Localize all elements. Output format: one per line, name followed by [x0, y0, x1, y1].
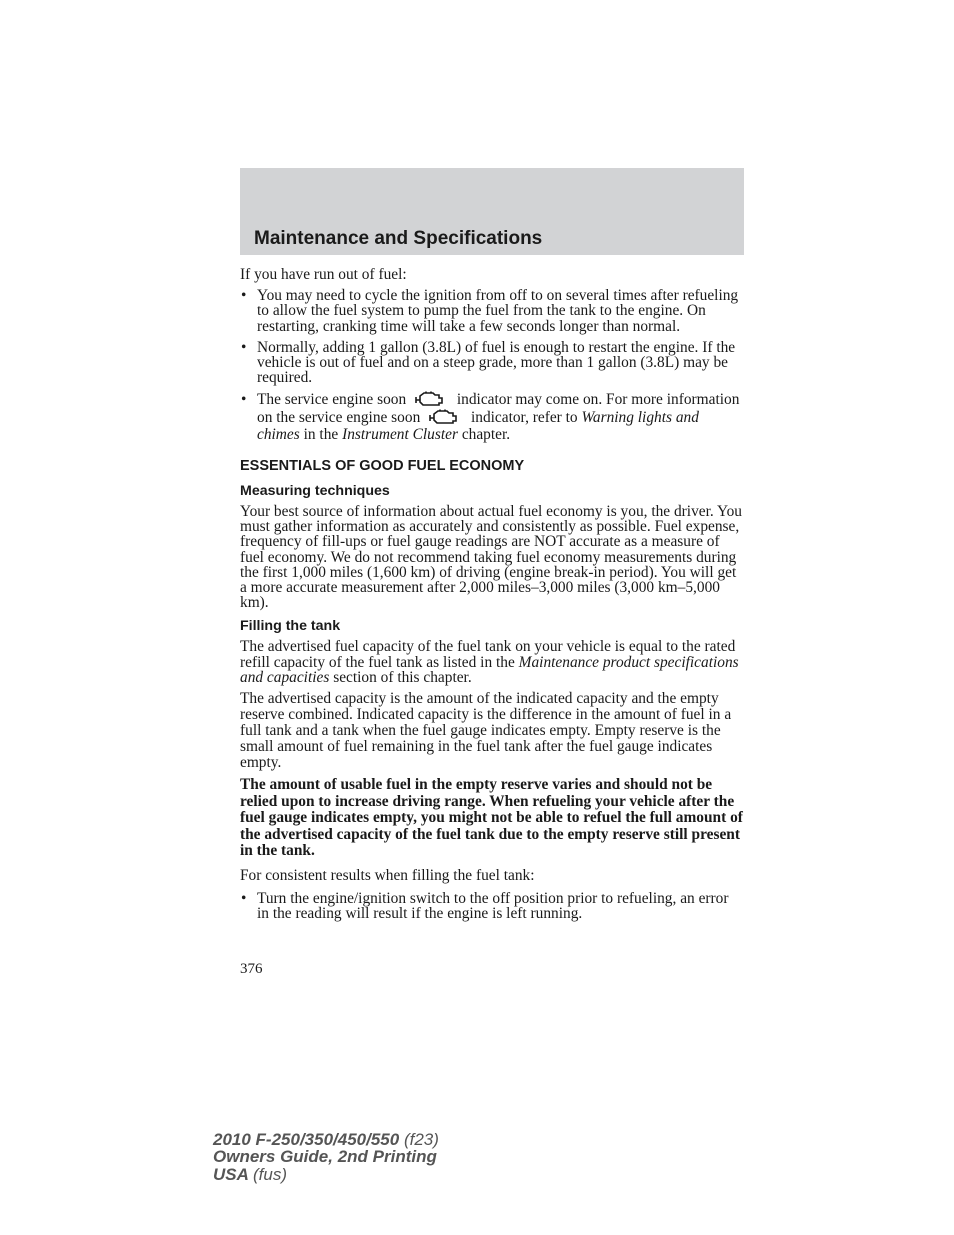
- list-item-text: in the: [303, 426, 339, 444]
- bullet-dot: •: [241, 338, 247, 356]
- paragraph: Your best source of information about actual fuel economy is you, the driver. You must gather information as accurately and consistently as possible. Fuel expense, frequency of fill-ups or fuel gauge readings are NOT accurate as a measure of fuel economy. We do not recommend taking fuel economy measurements during the first 1,000 miles (1,600 km) of driving (engine break-in period). You will get a more accurate measurement after 2,000 miles–3,000 miles (3,000 km–5,000 km).: [240, 502, 742, 612]
- engine-icon: [413, 391, 445, 408]
- list-item-text: indicator, refer to: [470, 408, 578, 426]
- footer-market: USA: [213, 1164, 249, 1184]
- list-item-text: indicator may come on. For more information on the service engine soon: [257, 391, 740, 426]
- bullet-dot: •: [241, 890, 247, 908]
- document-footer: [213, 1131, 439, 1183]
- page-number: 376: [240, 961, 263, 977]
- list-item-text: chapter.: [461, 426, 511, 444]
- subheading: Filling the tank: [240, 618, 341, 635]
- list-item-text: You may need to cycle the ignition from off to on several times after refueling to allow the fuel system to pump the fuel from the tank to the engine. On restarting, cranking time will take a few seconds longer than normal.: [257, 287, 739, 335]
- footer-line: [213, 1131, 439, 1148]
- list-item: [240, 288, 744, 334]
- list-item-text: The service engine soon: [257, 391, 407, 409]
- paragraph-text: The advertised fuel capacity of the fuel tank on your vehicle is equal to the rated refill capacity of the fuel tank as listed in the: [240, 638, 736, 671]
- warning-paragraph: The amount of usable fuel in the empty reserve varies and should not be relied upon to increase driving range. When refueling your vehicle after the fuel gauge indicates empty, you might not be able to refuel the full amount of the advertised capacity of the fuel tank due to the empty reserve still present in the tank.: [240, 775, 743, 860]
- intro-text: If you have run out of fuel:: [240, 266, 407, 283]
- subheading: Measuring techniques: [240, 482, 390, 499]
- section-title: Maintenance and Specifications: [254, 228, 543, 249]
- cross-reference: Instrument Cluster: [342, 426, 458, 444]
- list-item-text: Turn the engine/ignition switch to the off position prior to refueling, an error in the reading will result if the engine is left running.: [257, 890, 729, 923]
- list-item: [240, 340, 744, 386]
- section-heading: ESSENTIALS OF GOOD FUEL ECONOMY: [240, 457, 525, 474]
- footer-line: [213, 1166, 439, 1183]
- list-item: [240, 391, 744, 444]
- bullet-dot: •: [241, 391, 247, 409]
- footer-model: 2010 F-250/350/450/550: [213, 1130, 400, 1149]
- paragraph: For consistent results when filling the fuel tank:: [240, 866, 535, 884]
- footer-line: Owners Guide, 2nd Printing: [213, 1147, 437, 1167]
- footer-code: (f23): [403, 1130, 439, 1149]
- footer-code: (fus): [253, 1164, 287, 1184]
- engine-icon: [427, 409, 459, 426]
- list-item-text: Normally, adding 1 gallon (3.8L) of fuel is enough to restart the engine. If the vehicle is out of fuel and on a steep grade, more than 1 gallon (3.8L) may be required.: [257, 338, 736, 387]
- paragraph-text: section of this chapter.: [333, 668, 472, 686]
- bullet-dot: •: [241, 287, 247, 305]
- paragraph: [240, 639, 744, 685]
- paragraph: The advertised capacity is the amount of the indicated capacity and the empty reserve combined. Indicated capacity is the difference in the amount of fuel in a full tank and a tank when the fuel gauge indicates empty. Empty reserve is the small amount of fuel remaining in the fuel tank after the fuel gauge indicates empty.: [240, 689, 732, 771]
- list-item: [240, 891, 744, 921]
- cross-reference: Maintenance product specifications and capacities: [240, 653, 739, 686]
- cross-reference: Warning lights and chimes: [257, 408, 699, 444]
- page-content: [240, 267, 744, 928]
